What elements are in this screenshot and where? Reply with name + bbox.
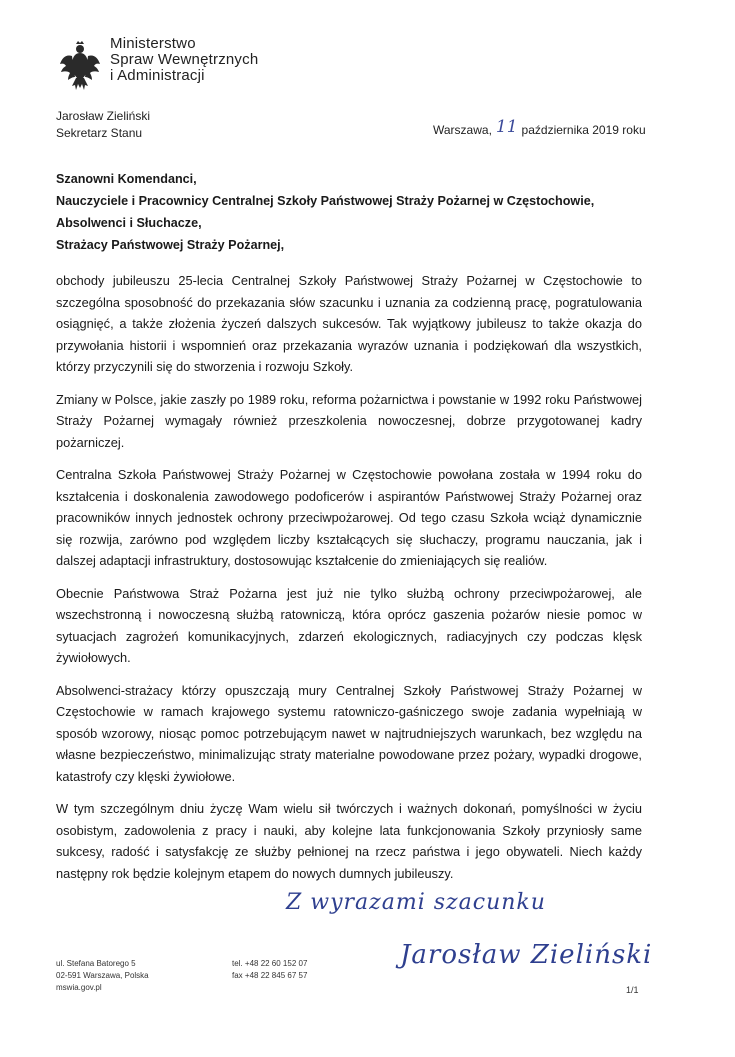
sender-title: Sekretarz Stanu <box>56 126 143 140</box>
salutation-line: Strażacy Państwowej Straży Pożarnej, <box>56 238 285 252</box>
salutation-line: Absolwenci i Słuchacze, <box>56 216 202 230</box>
body-paragraph: Absolwenci-strażacy którzy opuszczają mury Centralnej Szkoły Państwowej Straży Pożarnej w Częstochowie w ramach krajowego systemu ratowniczo-gaśniczego swoje zadania wypełniają w sposób wzorowy, niosąc pomoc potrzebującym nawet w najtrudniejszych warunkach, bez względu na własne bezpieczeństwo, minimalizując straty materialne powodowane przez pożary, wypadki drogowe, katastrofy czy klęski żywiołowe. <box>56 682 642 784</box>
ministry-name-line1: Ministerstwo <box>110 35 196 52</box>
handwritten-closing: Z wyrazami szacunku <box>286 890 546 915</box>
ministry-name-line3: i Administracji <box>110 67 205 84</box>
body-paragraph: Zmiany w Polsce, jakie zaszły po 1989 roku, reforma pożarnictwa i powstanie w 1992 roku Państwowej Straży Pożarnej wymagały również przeszkolenia nowoczesnej, dobrze przygotowanej kadry pożarniczej. <box>56 391 642 450</box>
place-and-date <box>433 119 646 139</box>
letter-body <box>56 270 642 895</box>
ministry-letterhead <box>110 36 258 84</box>
footer-website: mswia.gov.pl <box>56 983 102 992</box>
footer-city: 02-591 Warszawa, Polska <box>56 971 149 980</box>
handwritten-signature: Jarosław Zieliński <box>400 940 653 970</box>
salutation-line: Nauczyciele i Pracownicy Centralnej Szkoły Państwowej Straży Pożarnej w Częstochowie, <box>56 194 595 208</box>
date-day-handwritten: 11 <box>495 117 518 137</box>
body-paragraph: Centralna Szkoła Państwowej Straży Pożarnej w Częstochowie powołana została w 1994 roku do kształcenia i doskonalenia zawodowego podoficerów i aspirantów Państwowej Straży Pożarnej oraz pracowników innych jednostek ochrony przeciwpożarowej. Od tego czasu Szkoła wciąż dynamicznie się rozwija, zarówno pod względem liczby kształcących się słuchaczy, programu nauczania, jak i dalszej adaptacji infrastruktury, dostosowując kształcenie do zmieniających się realiów. <box>56 467 642 568</box>
ministry-name-line2: Spraw Wewnętrznych <box>110 51 259 68</box>
sender-name: Jarosław Zieliński <box>56 109 151 123</box>
footer-fax: fax +48 22 845 67 57 <box>232 971 308 980</box>
date-month-year: października 2019 roku <box>521 123 646 137</box>
polish-eagle-emblem <box>58 40 102 92</box>
sender-block <box>56 108 150 142</box>
salutation-line: Szanowni Komendanci, <box>56 172 197 186</box>
footer-contact <box>232 958 307 982</box>
salutation <box>56 168 594 256</box>
date-place: Warszawa, <box>433 123 492 137</box>
footer-phone: tel. +48 22 60 152 07 <box>232 959 308 968</box>
body-paragraph: obchody jubileuszu 25-lecia Centralnej Szkoły Państwowej Straży Pożarnej w Częstochowie to szczególna sposobność do przekazania słów szacunku i uznania za codzienną pracę, pogratulowania osiągnięć, a także złożenia życzeń dalszych sukcesów. Tak wyjątkowy jubileusz to także okazja do przywołania historii i wspomnień oraz przekazania wyrazów uznania i podziękowań dla wszystkich, którzy przyczynili się do stworzenia i rozwoju Szkoły. <box>56 273 642 374</box>
body-paragraph: W tym szczególnym dniu życzę Wam wielu sił twórczych i ważnych dokonań, pomyślności w życiu osobistym, zadowolenia z pracy i nauki, aby kolejne lata funkcjonowania Szkoły przyniosły same sukcesy, radość i satysfakcję ze służby pełnionej na rzecz państwa i jego obywateli. Niech każdy następny rok będzie kolejnym etapem do nowych dumnych jubileuszy. <box>56 801 642 881</box>
footer-street: ul. Stefana Batorego 5 <box>56 959 136 968</box>
body-paragraph: Obecnie Państwowa Straż Pożarna jest już nie tylko służbą ochrony przeciwpożarowej, ale wszechstronną i nowoczesną służbą ratowniczą, która oprócz gaszenia pożarów niesie pomoc w sytuacjach zagrożeń komunikacyjnych, zdarzeń ekologicznych, radiacyjnych czy podczas klęsk żywiołowych. <box>56 585 642 665</box>
page-number: 1/1 <box>626 985 639 995</box>
footer-address <box>56 958 149 994</box>
